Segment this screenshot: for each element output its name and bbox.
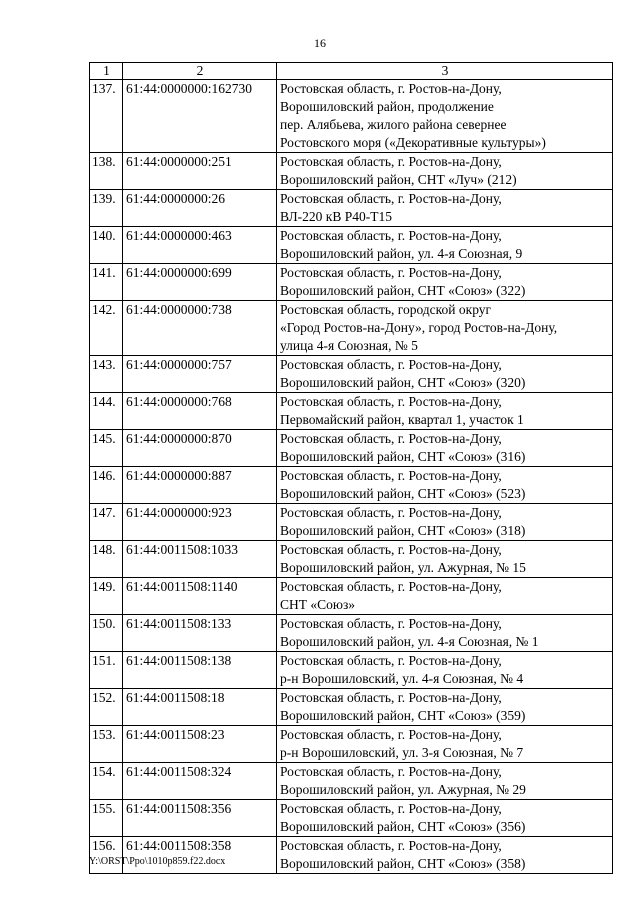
row-number: 151. [90, 652, 123, 689]
row-number: 140. [90, 227, 123, 264]
cadastral-number: 61:44:0011508:324 [123, 763, 277, 800]
table-row [90, 153, 613, 190]
row-number: 156. [90, 837, 123, 874]
address-line: Ростовская область, г. Ростов-на-Дону, [280, 727, 502, 742]
cadastral-number: 61:44:0000000:738 [123, 301, 277, 356]
cadastral-number: 61:44:0000000:757 [123, 356, 277, 393]
address-line: Ростовская область, г. Ростов-на-Дону, [280, 838, 502, 853]
address-cell [277, 541, 613, 578]
row-number: 139. [90, 190, 123, 227]
address-line: Ворошиловский район, СНТ «Союз» (523) [280, 486, 526, 501]
address-line: Ростовская область, г. Ростов-на-Дону, [280, 468, 502, 483]
address-cell [277, 504, 613, 541]
address-cell [277, 800, 613, 837]
footer-file-path: Y:\ORST\Ppo\1010p859.f22.docx [89, 856, 226, 867]
address-cell [277, 578, 613, 615]
address-cell [277, 264, 613, 301]
table-row [90, 615, 613, 652]
cadastral-number: 61:44:0000000:251 [123, 153, 277, 190]
table-row [90, 652, 613, 689]
address-line: Ростовская область, г. Ростов-на-Дону, [280, 191, 502, 206]
address-line: СНТ «Союз» [280, 597, 356, 612]
table-row [90, 800, 613, 837]
address-line: Ворошиловский район, СНТ «Союз» (356) [280, 819, 526, 834]
row-number: 150. [90, 615, 123, 652]
address-line: Ростовская область, г. Ростов-на-Дону, [280, 505, 502, 520]
address-line: Ростовская область, г. Ростов-на-Дону, [280, 764, 502, 779]
address-line: Ростовская область, г. Ростов-на-Дону, [280, 228, 502, 243]
address-line: Ворошиловский район, СНТ «Союз» (316) [280, 449, 526, 464]
row-number: 155. [90, 800, 123, 837]
cadastral-number: 61:44:0000000:887 [123, 467, 277, 504]
table-row [90, 689, 613, 726]
cadastral-number: 61:44:0011508:356 [123, 800, 277, 837]
row-number: 143. [90, 356, 123, 393]
table-row [90, 763, 613, 800]
table-row [90, 190, 613, 227]
address-line: Ростовского моря («Декоративные культуры») [280, 135, 546, 150]
table-body [90, 80, 613, 874]
table-row [90, 227, 613, 264]
address-cell [277, 689, 613, 726]
cadastral-number: 61:44:0000000:870 [123, 430, 277, 467]
address-line: Ворошиловский район, ул. 4-я Союзная, № 1 [280, 634, 539, 649]
address-cell [277, 726, 613, 763]
address-line: Ростовская область, г. Ростов-на-Дону, [280, 690, 502, 705]
header-cell-3: 3 [277, 63, 613, 80]
address-cell [277, 615, 613, 652]
cadastral-number: 61:44:0000000:26 [123, 190, 277, 227]
address-line: Ростовская область, г. Ростов-на-Дону, [280, 154, 502, 169]
row-number: 149. [90, 578, 123, 615]
address-line: Ворошиловский район, ул. Ажурная, № 29 [280, 782, 526, 797]
row-number: 152. [90, 689, 123, 726]
header-cell-1: 1 [90, 63, 123, 80]
cadastral-number: 61:44:0000000:923 [123, 504, 277, 541]
table-header-row [90, 63, 613, 80]
cadastral-number: 61:44:0000000:768 [123, 393, 277, 430]
table-row [90, 356, 613, 393]
table-row [90, 541, 613, 578]
address-line: Ворошиловский район, ул. 4-я Союзная, 9 [280, 246, 523, 261]
address-line: Ворошиловский район, СНТ «Луч» (212) [280, 172, 517, 187]
row-number: 138. [90, 153, 123, 190]
address-cell [277, 153, 613, 190]
address-cell [277, 227, 613, 264]
table-row [90, 264, 613, 301]
cadastral-number: 61:44:0011508:133 [123, 615, 277, 652]
table-row [90, 504, 613, 541]
address-line: Ростовская область, г. Ростов-на-Дону, [280, 394, 502, 409]
address-cell [277, 837, 613, 874]
row-number: 144. [90, 393, 123, 430]
address-cell [277, 80, 613, 153]
row-number: 154. [90, 763, 123, 800]
address-line: Ростовская область, г. Ростов-на-Дону, [280, 653, 502, 668]
address-line: Ростовская область, г. Ростов-на-Дону, [280, 81, 502, 96]
cadastral-number: 61:44:0000000:463 [123, 227, 277, 264]
address-cell [277, 301, 613, 356]
address-line: ВЛ-220 кВ Р40-Т15 [280, 209, 392, 224]
cadastral-number: 61:44:0000000:699 [123, 264, 277, 301]
address-cell [277, 652, 613, 689]
address-cell [277, 356, 613, 393]
address-cell [277, 467, 613, 504]
cadastral-number: 61:44:0011508:1140 [123, 578, 277, 615]
row-number: 148. [90, 541, 123, 578]
table-row [90, 467, 613, 504]
row-number: 153. [90, 726, 123, 763]
address-line: Ростовская область, г. Ростов-на-Дону, [280, 357, 502, 372]
address-cell [277, 190, 613, 227]
cadastral-number: 61:44:0000000:162730 [123, 80, 277, 153]
address-line: Ростовская область, городской округ [280, 302, 492, 317]
address-line: Ростовская область, г. Ростов-на-Дону, [280, 431, 502, 446]
table-row [90, 578, 613, 615]
address-line: Ворошиловский район, продолжение [280, 99, 494, 114]
row-number: 145. [90, 430, 123, 467]
address-line: Ворошиловский район, СНТ «Союз» (318) [280, 523, 526, 538]
address-line: Ростовская область, г. Ростов-на-Дону, [280, 579, 502, 594]
address-line: р-н Ворошиловский, ул. 4-я Союзная, № 4 [280, 671, 524, 686]
cadastral-table [89, 62, 613, 874]
address-line: улица 4-я Союзная, № 5 [280, 338, 418, 353]
row-number: 147. [90, 504, 123, 541]
address-cell [277, 430, 613, 467]
address-line: Ростовская область, г. Ростов-на-Дону, [280, 542, 502, 557]
page-number: 16 [314, 36, 326, 50]
table-row [90, 430, 613, 467]
address-line: Ворошиловский район, ул. Ажурная, № 15 [280, 560, 526, 575]
cadastral-number: 61:44:0011508:23 [123, 726, 277, 763]
table-row [90, 80, 613, 153]
address-line: «Город Ростов-на-Дону», город Ростов-на-Дону, [280, 320, 558, 335]
row-number: 137. [90, 80, 123, 153]
address-line: пер. Алябьева, жилого района севернее [280, 117, 507, 132]
row-number: 142. [90, 301, 123, 356]
address-line: Ворошиловский район, СНТ «Союз» (322) [280, 283, 526, 298]
address-line: Ростовская область, г. Ростов-на-Дону, [280, 616, 502, 631]
address-line: Ворошиловский район, СНТ «Союз» (359) [280, 708, 526, 723]
address-line: р-н Ворошиловский, ул. 3-я Союзная, № 7 [280, 745, 524, 760]
table-row [90, 393, 613, 430]
address-cell [277, 393, 613, 430]
table-row [90, 301, 613, 356]
address-line: Ростовская область, г. Ростов-на-Дону, [280, 801, 502, 816]
address-line: Ворошиловский район, СНТ «Союз» (320) [280, 375, 526, 390]
table-row [90, 726, 613, 763]
cadastral-number: 61:44:0011508:1033 [123, 541, 277, 578]
address-cell [277, 763, 613, 800]
header-cell-2: 2 [123, 63, 277, 80]
row-number: 146. [90, 467, 123, 504]
address-line: Ворошиловский район, СНТ «Союз» (358) [280, 856, 526, 871]
cadastral-number: 61:44:0011508:138 [123, 652, 277, 689]
row-number: 141. [90, 264, 123, 301]
address-line: Ростовская область, г. Ростов-на-Дону, [280, 265, 502, 280]
cadastral-number: 61:44:0011508:358 [123, 837, 277, 874]
address-line: Первомайский район, квартал 1, участок 1 [280, 412, 524, 427]
cadastral-number: 61:44:0011508:18 [123, 689, 277, 726]
